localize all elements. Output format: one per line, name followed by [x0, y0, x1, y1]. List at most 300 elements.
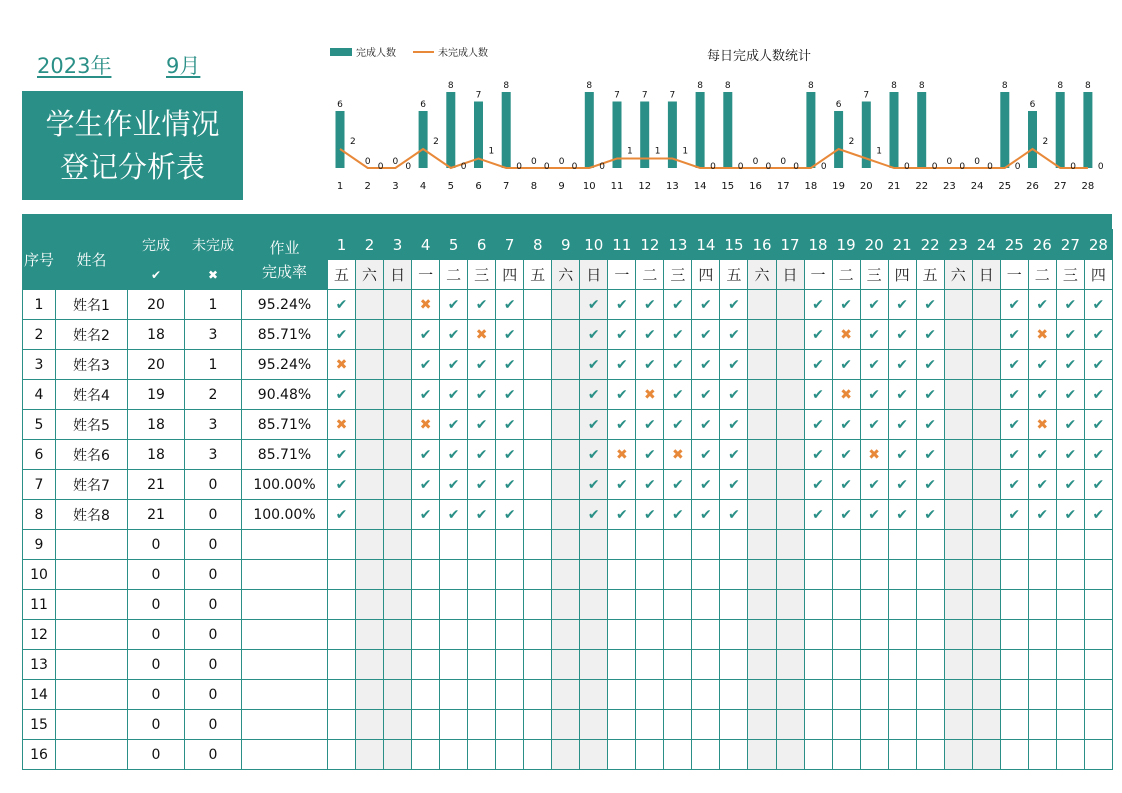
row-day-mark[interactable]	[720, 650, 748, 680]
row-day-mark[interactable]	[356, 410, 384, 440]
row-rate[interactable]	[242, 560, 328, 590]
row-day-mark[interactable]: ✔	[1056, 290, 1084, 320]
row-day-mark[interactable]: ✔	[804, 320, 832, 350]
row-day-mark[interactable]	[664, 740, 692, 770]
row-day-mark[interactable]	[944, 320, 972, 350]
row-rate[interactable]	[242, 620, 328, 650]
row-day-mark[interactable]	[1028, 680, 1056, 710]
row-day-mark[interactable]: ✔	[580, 440, 608, 470]
row-day-mark[interactable]	[748, 680, 776, 710]
row-day-mark[interactable]	[384, 680, 412, 710]
row-day-mark[interactable]: ✔	[832, 350, 860, 380]
row-day-mark[interactable]	[524, 380, 552, 410]
row-day-mark[interactable]	[748, 320, 776, 350]
row-day-mark[interactable]: ✔	[888, 350, 916, 380]
row-day-mark[interactable]	[524, 440, 552, 470]
row-day-mark[interactable]: ✖	[1028, 320, 1056, 350]
row-day-mark[interactable]	[412, 620, 440, 650]
row-day-mark[interactable]: ✔	[888, 470, 916, 500]
row-day-mark[interactable]	[944, 350, 972, 380]
row-day-mark[interactable]	[412, 590, 440, 620]
row-day-mark[interactable]	[496, 590, 524, 620]
row-day-mark[interactable]	[748, 440, 776, 470]
row-seq[interactable]: 11	[23, 590, 56, 620]
row-day-mark[interactable]	[468, 590, 496, 620]
row-day-mark[interactable]: ✔	[1084, 290, 1112, 320]
row-seq[interactable]: 12	[23, 620, 56, 650]
row-day-mark[interactable]	[580, 590, 608, 620]
row-day-mark[interactable]	[468, 710, 496, 740]
row-done-count[interactable]: 18	[128, 320, 185, 350]
row-day-mark[interactable]	[1000, 560, 1028, 590]
row-day-mark[interactable]: ✔	[804, 290, 832, 320]
row-day-mark[interactable]: ✔	[608, 410, 636, 440]
row-day-mark[interactable]	[664, 680, 692, 710]
row-done-count[interactable]: 18	[128, 440, 185, 470]
row-day-mark[interactable]	[608, 620, 636, 650]
row-day-mark[interactable]	[384, 710, 412, 740]
row-day-mark[interactable]	[552, 530, 580, 560]
row-day-mark[interactable]: ✔	[636, 470, 664, 500]
row-day-mark[interactable]: ✔	[1000, 290, 1028, 320]
row-day-mark[interactable]: ✔	[580, 350, 608, 380]
row-day-mark[interactable]	[776, 620, 804, 650]
row-day-mark[interactable]: ✔	[832, 470, 860, 500]
row-day-mark[interactable]	[664, 590, 692, 620]
row-day-mark[interactable]	[636, 530, 664, 560]
row-day-mark[interactable]	[468, 560, 496, 590]
row-day-mark[interactable]	[972, 290, 1000, 320]
row-day-mark[interactable]	[384, 320, 412, 350]
row-day-mark[interactable]	[916, 560, 944, 590]
row-day-mark[interactable]	[916, 620, 944, 650]
row-day-mark[interactable]	[860, 680, 888, 710]
row-seq[interactable]: 10	[23, 560, 56, 590]
row-day-mark[interactable]	[748, 380, 776, 410]
row-day-mark[interactable]	[524, 680, 552, 710]
row-day-mark[interactable]: ✔	[1084, 440, 1112, 470]
row-day-mark[interactable]	[972, 680, 1000, 710]
row-day-mark[interactable]: ✔	[664, 320, 692, 350]
row-day-mark[interactable]	[832, 680, 860, 710]
row-day-mark[interactable]	[356, 590, 384, 620]
row-day-mark[interactable]: ✔	[608, 380, 636, 410]
row-day-mark[interactable]	[944, 530, 972, 560]
row-day-mark[interactable]: ✔	[664, 290, 692, 320]
row-day-mark[interactable]	[692, 530, 720, 560]
row-day-mark[interactable]	[524, 500, 552, 530]
row-day-mark[interactable]: ✔	[412, 380, 440, 410]
row-day-mark[interactable]	[720, 530, 748, 560]
row-day-mark[interactable]	[524, 740, 552, 770]
row-day-mark[interactable]: ✔	[1056, 470, 1084, 500]
row-day-mark[interactable]: ✖	[468, 320, 496, 350]
row-day-mark[interactable]: ✔	[720, 380, 748, 410]
row-day-mark[interactable]	[748, 410, 776, 440]
row-day-mark[interactable]	[440, 590, 468, 620]
row-day-mark[interactable]: ✔	[468, 410, 496, 440]
row-rate[interactable]: 100.00%	[242, 500, 328, 530]
row-day-mark[interactable]: ✔	[720, 320, 748, 350]
row-day-mark[interactable]	[552, 590, 580, 620]
row-day-mark[interactable]	[384, 410, 412, 440]
row-day-mark[interactable]: ✖	[608, 440, 636, 470]
row-day-mark[interactable]: ✖	[832, 320, 860, 350]
row-day-mark[interactable]	[496, 650, 524, 680]
row-day-mark[interactable]	[440, 530, 468, 560]
row-day-mark[interactable]	[552, 500, 580, 530]
row-day-mark[interactable]: ✔	[328, 320, 356, 350]
row-day-mark[interactable]	[468, 650, 496, 680]
row-rate[interactable]: 85.71%	[242, 410, 328, 440]
row-day-mark[interactable]	[1056, 620, 1084, 650]
row-day-mark[interactable]	[1000, 710, 1028, 740]
row-day-mark[interactable]	[748, 740, 776, 770]
row-name[interactable]	[56, 530, 128, 560]
row-day-mark[interactable]: ✔	[412, 350, 440, 380]
row-day-mark[interactable]	[1028, 740, 1056, 770]
row-day-mark[interactable]	[1028, 710, 1056, 740]
row-done-count[interactable]: 0	[128, 740, 185, 770]
row-day-mark[interactable]	[1028, 620, 1056, 650]
row-day-mark[interactable]: ✔	[496, 290, 524, 320]
row-undone-count[interactable]: 0	[185, 560, 242, 590]
row-day-mark[interactable]: ✔	[636, 290, 664, 320]
month-label[interactable]: 9月	[166, 54, 201, 78]
row-day-mark[interactable]	[384, 350, 412, 380]
row-day-mark[interactable]	[944, 740, 972, 770]
row-day-mark[interactable]	[552, 470, 580, 500]
row-day-mark[interactable]: ✔	[468, 350, 496, 380]
row-undone-count[interactable]: 0	[185, 590, 242, 620]
row-day-mark[interactable]	[804, 620, 832, 650]
row-day-mark[interactable]: ✔	[692, 440, 720, 470]
row-done-count[interactable]: 0	[128, 620, 185, 650]
row-day-mark[interactable]	[832, 560, 860, 590]
row-day-mark[interactable]	[356, 440, 384, 470]
row-day-mark[interactable]	[468, 530, 496, 560]
row-undone-count[interactable]: 3	[185, 410, 242, 440]
row-day-mark[interactable]: ✔	[720, 500, 748, 530]
row-day-mark[interactable]	[524, 290, 552, 320]
row-day-mark[interactable]	[720, 620, 748, 650]
row-name[interactable]	[56, 740, 128, 770]
row-day-mark[interactable]: ✔	[804, 410, 832, 440]
row-day-mark[interactable]	[1056, 710, 1084, 740]
row-day-mark[interactable]: ✔	[916, 380, 944, 410]
year-label[interactable]: 2023年	[37, 54, 112, 78]
row-day-mark[interactable]: ✖	[636, 380, 664, 410]
row-day-mark[interactable]	[636, 560, 664, 590]
row-rate[interactable]	[242, 650, 328, 680]
row-done-count[interactable]: 0	[128, 560, 185, 590]
row-day-mark[interactable]	[468, 680, 496, 710]
row-day-mark[interactable]	[1056, 560, 1084, 590]
row-day-mark[interactable]: ✔	[692, 410, 720, 440]
row-day-mark[interactable]	[776, 470, 804, 500]
row-day-mark[interactable]	[1084, 740, 1112, 770]
row-undone-count[interactable]: 0	[185, 500, 242, 530]
row-day-mark[interactable]	[608, 560, 636, 590]
row-day-mark[interactable]	[552, 290, 580, 320]
row-day-mark[interactable]	[1028, 530, 1056, 560]
row-day-mark[interactable]	[524, 650, 552, 680]
row-day-mark[interactable]	[440, 740, 468, 770]
row-day-mark[interactable]	[412, 530, 440, 560]
row-done-count[interactable]: 20	[128, 350, 185, 380]
row-day-mark[interactable]	[776, 320, 804, 350]
row-day-mark[interactable]	[440, 710, 468, 740]
row-day-mark[interactable]	[496, 740, 524, 770]
row-day-mark[interactable]: ✔	[496, 440, 524, 470]
row-day-mark[interactable]	[888, 590, 916, 620]
row-done-count[interactable]: 0	[128, 650, 185, 680]
row-day-mark[interactable]	[832, 590, 860, 620]
row-done-count[interactable]: 0	[128, 710, 185, 740]
row-day-mark[interactable]	[552, 620, 580, 650]
row-day-mark[interactable]	[1000, 650, 1028, 680]
row-day-mark[interactable]	[972, 500, 1000, 530]
row-day-mark[interactable]	[776, 590, 804, 620]
row-day-mark[interactable]: ✔	[1056, 320, 1084, 350]
row-day-mark[interactable]: ✔	[888, 380, 916, 410]
row-day-mark[interactable]: ✔	[636, 440, 664, 470]
row-day-mark[interactable]	[552, 740, 580, 770]
row-day-mark[interactable]: ✔	[916, 350, 944, 380]
row-rate[interactable]	[242, 590, 328, 620]
row-day-mark[interactable]	[776, 290, 804, 320]
row-seq[interactable]: 9	[23, 530, 56, 560]
row-day-mark[interactable]	[916, 710, 944, 740]
row-done-count[interactable]: 18	[128, 410, 185, 440]
row-day-mark[interactable]	[384, 530, 412, 560]
row-day-mark[interactable]: ✔	[1056, 440, 1084, 470]
row-day-mark[interactable]: ✔	[580, 290, 608, 320]
row-day-mark[interactable]	[356, 470, 384, 500]
row-day-mark[interactable]	[972, 440, 1000, 470]
row-day-mark[interactable]	[720, 560, 748, 590]
row-day-mark[interactable]	[524, 470, 552, 500]
row-seq[interactable]: 13	[23, 650, 56, 680]
row-day-mark[interactable]	[972, 590, 1000, 620]
row-day-mark[interactable]	[1084, 680, 1112, 710]
row-day-mark[interactable]	[356, 710, 384, 740]
row-day-mark[interactable]: ✔	[328, 380, 356, 410]
row-day-mark[interactable]	[916, 530, 944, 560]
row-day-mark[interactable]	[384, 590, 412, 620]
row-day-mark[interactable]	[636, 710, 664, 740]
row-day-mark[interactable]	[916, 590, 944, 620]
row-day-mark[interactable]: ✔	[692, 290, 720, 320]
row-day-mark[interactable]	[888, 620, 916, 650]
row-day-mark[interactable]	[384, 740, 412, 770]
row-day-mark[interactable]	[776, 650, 804, 680]
row-day-mark[interactable]: ✔	[692, 470, 720, 500]
row-name[interactable]	[56, 590, 128, 620]
row-day-mark[interactable]: ✔	[664, 350, 692, 380]
row-rate[interactable]: 90.48%	[242, 380, 328, 410]
row-day-mark[interactable]	[496, 560, 524, 590]
row-day-mark[interactable]	[664, 710, 692, 740]
row-day-mark[interactable]	[720, 710, 748, 740]
row-day-mark[interactable]	[328, 650, 356, 680]
row-rate[interactable]	[242, 680, 328, 710]
row-day-mark[interactable]	[804, 710, 832, 740]
row-day-mark[interactable]	[776, 350, 804, 380]
row-day-mark[interactable]	[888, 680, 916, 710]
row-day-mark[interactable]	[972, 470, 1000, 500]
row-day-mark[interactable]	[860, 740, 888, 770]
row-day-mark[interactable]: ✔	[496, 470, 524, 500]
row-day-mark[interactable]	[524, 620, 552, 650]
row-day-mark[interactable]	[580, 620, 608, 650]
row-name[interactable]	[56, 650, 128, 680]
row-day-mark[interactable]	[1084, 530, 1112, 560]
row-day-mark[interactable]	[384, 500, 412, 530]
row-day-mark[interactable]: ✔	[440, 290, 468, 320]
row-name[interactable]	[56, 680, 128, 710]
row-day-mark[interactable]: ✔	[1028, 380, 1056, 410]
row-day-mark[interactable]: ✔	[412, 320, 440, 350]
row-day-mark[interactable]: ✔	[1084, 320, 1112, 350]
row-day-mark[interactable]	[1000, 590, 1028, 620]
row-day-mark[interactable]	[1084, 560, 1112, 590]
row-day-mark[interactable]: ✔	[888, 500, 916, 530]
row-day-mark[interactable]	[636, 590, 664, 620]
row-day-mark[interactable]: ✔	[804, 350, 832, 380]
row-day-mark[interactable]	[580, 560, 608, 590]
row-day-mark[interactable]: ✔	[580, 410, 608, 440]
row-day-mark[interactable]: ✔	[608, 290, 636, 320]
row-day-mark[interactable]: ✔	[1084, 470, 1112, 500]
row-day-mark[interactable]	[552, 320, 580, 350]
row-day-mark[interactable]: ✔	[888, 320, 916, 350]
row-day-mark[interactable]	[440, 620, 468, 650]
row-day-mark[interactable]	[944, 500, 972, 530]
row-day-mark[interactable]: ✔	[496, 350, 524, 380]
row-day-mark[interactable]	[552, 680, 580, 710]
row-day-mark[interactable]: ✔	[1056, 380, 1084, 410]
row-day-mark[interactable]	[524, 530, 552, 560]
row-day-mark[interactable]	[776, 530, 804, 560]
row-day-mark[interactable]: ✔	[468, 380, 496, 410]
row-day-mark[interactable]	[748, 470, 776, 500]
row-day-mark[interactable]	[552, 410, 580, 440]
row-day-mark[interactable]	[356, 320, 384, 350]
row-day-mark[interactable]	[832, 530, 860, 560]
row-day-mark[interactable]: ✔	[636, 410, 664, 440]
row-day-mark[interactable]	[384, 650, 412, 680]
row-day-mark[interactable]: ✔	[1000, 440, 1028, 470]
row-day-mark[interactable]	[636, 650, 664, 680]
row-day-mark[interactable]	[608, 680, 636, 710]
row-done-count[interactable]: 0	[128, 680, 185, 710]
row-day-mark[interactable]	[748, 650, 776, 680]
row-day-mark[interactable]: ✔	[916, 320, 944, 350]
row-day-mark[interactable]	[1056, 530, 1084, 560]
row-name[interactable]: 姓名5	[56, 410, 128, 440]
row-day-mark[interactable]	[972, 350, 1000, 380]
row-name[interactable]: 姓名8	[56, 500, 128, 530]
row-day-mark[interactable]	[944, 380, 972, 410]
row-day-mark[interactable]	[692, 680, 720, 710]
row-day-mark[interactable]: ✔	[1028, 470, 1056, 500]
row-day-mark[interactable]	[860, 620, 888, 650]
row-day-mark[interactable]: ✔	[664, 500, 692, 530]
row-day-mark[interactable]	[328, 680, 356, 710]
row-day-mark[interactable]	[972, 740, 1000, 770]
row-day-mark[interactable]	[664, 530, 692, 560]
row-day-mark[interactable]: ✔	[804, 380, 832, 410]
row-day-mark[interactable]	[356, 350, 384, 380]
row-day-mark[interactable]	[468, 620, 496, 650]
row-day-mark[interactable]: ✔	[916, 470, 944, 500]
row-day-mark[interactable]	[580, 650, 608, 680]
row-day-mark[interactable]	[804, 650, 832, 680]
row-day-mark[interactable]	[1084, 650, 1112, 680]
row-rate[interactable]: 100.00%	[242, 470, 328, 500]
row-rate[interactable]: 95.24%	[242, 350, 328, 380]
row-day-mark[interactable]	[944, 710, 972, 740]
row-seq[interactable]: 16	[23, 740, 56, 770]
row-day-mark[interactable]	[860, 590, 888, 620]
row-day-mark[interactable]: ✔	[440, 440, 468, 470]
row-day-mark[interactable]: ✖	[860, 440, 888, 470]
row-day-mark[interactable]: ✔	[496, 500, 524, 530]
row-day-mark[interactable]: ✔	[832, 440, 860, 470]
row-day-mark[interactable]: ✔	[860, 410, 888, 440]
row-day-mark[interactable]	[664, 560, 692, 590]
row-day-mark[interactable]	[972, 650, 1000, 680]
row-day-mark[interactable]	[328, 620, 356, 650]
row-name[interactable]: 姓名1	[56, 290, 128, 320]
row-day-mark[interactable]	[496, 680, 524, 710]
row-day-mark[interactable]: ✔	[720, 410, 748, 440]
row-name[interactable]: 姓名7	[56, 470, 128, 500]
row-day-mark[interactable]: ✔	[440, 380, 468, 410]
row-day-mark[interactable]	[944, 560, 972, 590]
row-day-mark[interactable]: ✔	[1000, 320, 1028, 350]
row-day-mark[interactable]: ✔	[412, 500, 440, 530]
row-day-mark[interactable]	[496, 620, 524, 650]
row-day-mark[interactable]: ✔	[440, 320, 468, 350]
row-day-mark[interactable]: ✔	[440, 410, 468, 440]
row-seq[interactable]: 3	[23, 350, 56, 380]
row-day-mark[interactable]: ✔	[720, 440, 748, 470]
row-day-mark[interactable]	[552, 560, 580, 590]
row-day-mark[interactable]	[328, 740, 356, 770]
row-day-mark[interactable]	[412, 740, 440, 770]
row-name[interactable]	[56, 710, 128, 740]
row-day-mark[interactable]: ✖	[1028, 410, 1056, 440]
row-day-mark[interactable]	[804, 560, 832, 590]
row-day-mark[interactable]	[440, 650, 468, 680]
row-day-mark[interactable]	[692, 620, 720, 650]
row-day-mark[interactable]: ✔	[860, 500, 888, 530]
row-done-count[interactable]: 21	[128, 500, 185, 530]
row-undone-count[interactable]: 0	[185, 740, 242, 770]
row-day-mark[interactable]	[356, 560, 384, 590]
row-day-mark[interactable]	[692, 710, 720, 740]
row-day-mark[interactable]	[944, 470, 972, 500]
row-day-mark[interactable]	[692, 590, 720, 620]
row-day-mark[interactable]: ✔	[496, 380, 524, 410]
row-day-mark[interactable]	[776, 500, 804, 530]
row-day-mark[interactable]	[328, 590, 356, 620]
row-day-mark[interactable]: ✔	[1028, 290, 1056, 320]
row-day-mark[interactable]: ✔	[916, 440, 944, 470]
row-day-mark[interactable]	[692, 560, 720, 590]
